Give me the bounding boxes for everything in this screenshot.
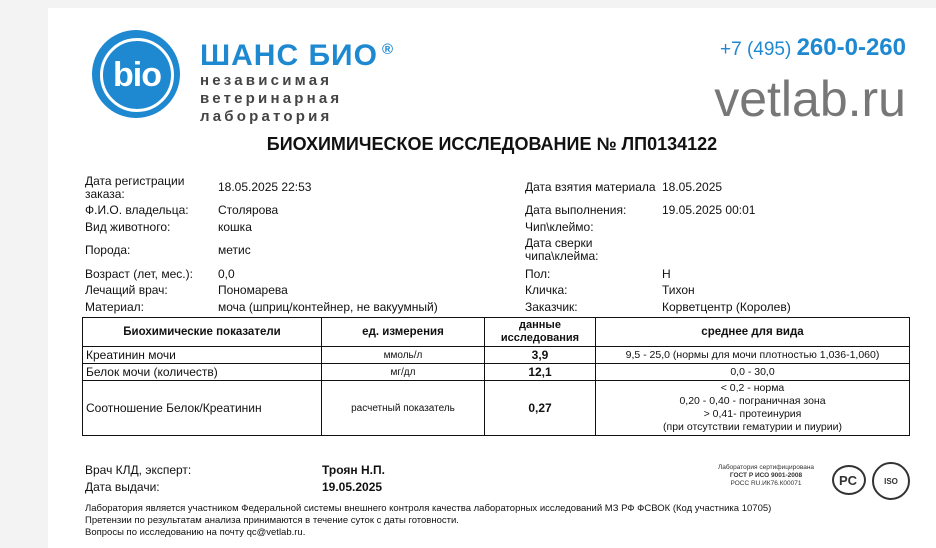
info-label-chip-check: Дата сверки чипа\клейма: [525, 236, 599, 263]
brand-name: ШАНС БИО [200, 39, 378, 72]
info-label-age: Возраст (лет, мес.): [85, 267, 193, 281]
info-value-nickname: Тихон [662, 283, 695, 297]
logo-text: bio [100, 38, 174, 112]
row-norm: 0,0 - 30,0 [596, 364, 910, 381]
svg-text:PC: PC [839, 473, 858, 488]
issue-label: Дата выдачи: [85, 480, 160, 494]
table-row [83, 381, 910, 436]
row-unit: мг/дл [322, 364, 485, 381]
row-name: Соотношение Белок/Креатинин [83, 381, 322, 436]
info-label-species: Вид животного: [85, 220, 171, 234]
info-label-owner: Ф.И.О. владельца: [85, 203, 189, 217]
report-page [48, 8, 936, 548]
row-name: Креатинин мочи [83, 347, 322, 364]
info-value-doctor: Пономарева [218, 283, 288, 297]
info-value-material: моча (шприц/контейнер, не вакуумный) [218, 300, 438, 314]
iso-stamp-icon [872, 462, 910, 500]
info-value-sex: Н [662, 267, 671, 281]
pct-mark-icon [832, 465, 866, 495]
info-label-sex: Пол: [525, 267, 551, 281]
info-value-customer: Корветцентр (Королев) [662, 300, 791, 314]
info-label-sample-date: Дата взятия материала [525, 180, 656, 194]
registered-mark: ® [381, 41, 394, 58]
info-value-age: 0,0 [218, 267, 235, 281]
info-label-chip: Чип\клеймо: [525, 220, 594, 234]
row-norm: 9,5 - 25,0 (нормы для мочи плотностью 1,036-1,060) [596, 347, 910, 364]
row-name: Белок мочи (количеств) [83, 364, 322, 381]
pct-mark-glyph-icon [838, 472, 860, 488]
brand-sub-3: лаборатория [200, 108, 333, 125]
info-label-breed: Порода: [85, 243, 131, 257]
row-unit: ммоль/л [322, 347, 485, 364]
row-norm-block [596, 381, 910, 436]
info-value-species: кошка [218, 220, 252, 234]
brand-block [200, 34, 394, 126]
table-header-row [83, 318, 910, 347]
table-row [83, 364, 910, 381]
brand-sub-1: независимая [200, 72, 333, 89]
row-value: 12,1 [485, 364, 596, 381]
note-line: Лаборатория является участником Федеральной системы внешнего контроля качества лабораторных исследований МЗ РФ ФСВОК (Код участника 10705) [85, 503, 772, 514]
site-link[interactable]: vetlab.ru [714, 71, 906, 127]
info-label-done-date: Дата выполнения: [525, 203, 627, 217]
note-line[interactable]: Вопросы по исследованию на почту qc@vetlab.ru. [85, 527, 306, 538]
info-label-doctor: Лечащий врач: [85, 283, 168, 297]
norm-line: < 0,2 - норма [720, 382, 785, 394]
row-value: 3,9 [485, 347, 596, 364]
cert-line: РОСС RU.ИК76.К00071 [730, 480, 802, 487]
row-value: 0,27 [485, 381, 596, 436]
info-label-reg: Дата регистрации заказа: [85, 174, 185, 201]
norm-line: > 0,41- протеинурия [703, 408, 802, 420]
report-title: БИОХИМИЧЕСКОЕ ИССЛЕДОВАНИЕ № ЛП0134122 [266, 134, 718, 154]
info-value-reg: 18.05.2025 22:53 [218, 180, 312, 194]
th-result: данные исследования [485, 318, 596, 347]
issue-value: 19.05.2025 [322, 480, 383, 494]
row-unit: расчетный показатель [322, 381, 485, 436]
info-value-breed: метис [218, 243, 251, 257]
info-value-sample-date: 18.05.2025 [662, 180, 723, 194]
results-table [82, 317, 910, 436]
doctor-value: Троян Н.П. [322, 463, 385, 477]
phone-code: +7 (495) [720, 39, 792, 60]
brand-sub-2: ветеринарная [200, 90, 343, 107]
th-unit: ед. измерения [322, 318, 485, 347]
norm-line: (при отсутствии гематурии и пиурии) [663, 421, 842, 433]
info-label-customer: Заказчик: [525, 300, 578, 314]
doctor-label: Врач КЛД, эксперт: [85, 463, 192, 477]
th-parameter: Биохимические показатели [83, 318, 322, 347]
table-row [83, 347, 910, 364]
cert-line: ГОСТ Р ИСО 9001-2008 [729, 472, 803, 479]
cert-line: Лаборатория сертифицирована [717, 464, 815, 471]
note-line: Претензии по результатам анализа принимаются в течение суток с даты готовности. [85, 515, 459, 526]
info-label-material: Материал: [85, 300, 144, 314]
certification-note [704, 464, 828, 488]
info-label-nickname: Кличка: [525, 283, 568, 297]
th-reference: среднее для вида [596, 318, 910, 347]
norm-line: 0,20 - 0,40 - пограничная зона [679, 395, 826, 407]
iso-text: ISO [884, 476, 898, 486]
bio-logo [92, 30, 180, 118]
phone-number: 260-0-260 [796, 34, 906, 61]
phone[interactable] [720, 34, 906, 62]
info-value-done-date: 19.05.2025 00:01 [662, 203, 756, 217]
info-value-owner: Столярова [218, 203, 279, 217]
